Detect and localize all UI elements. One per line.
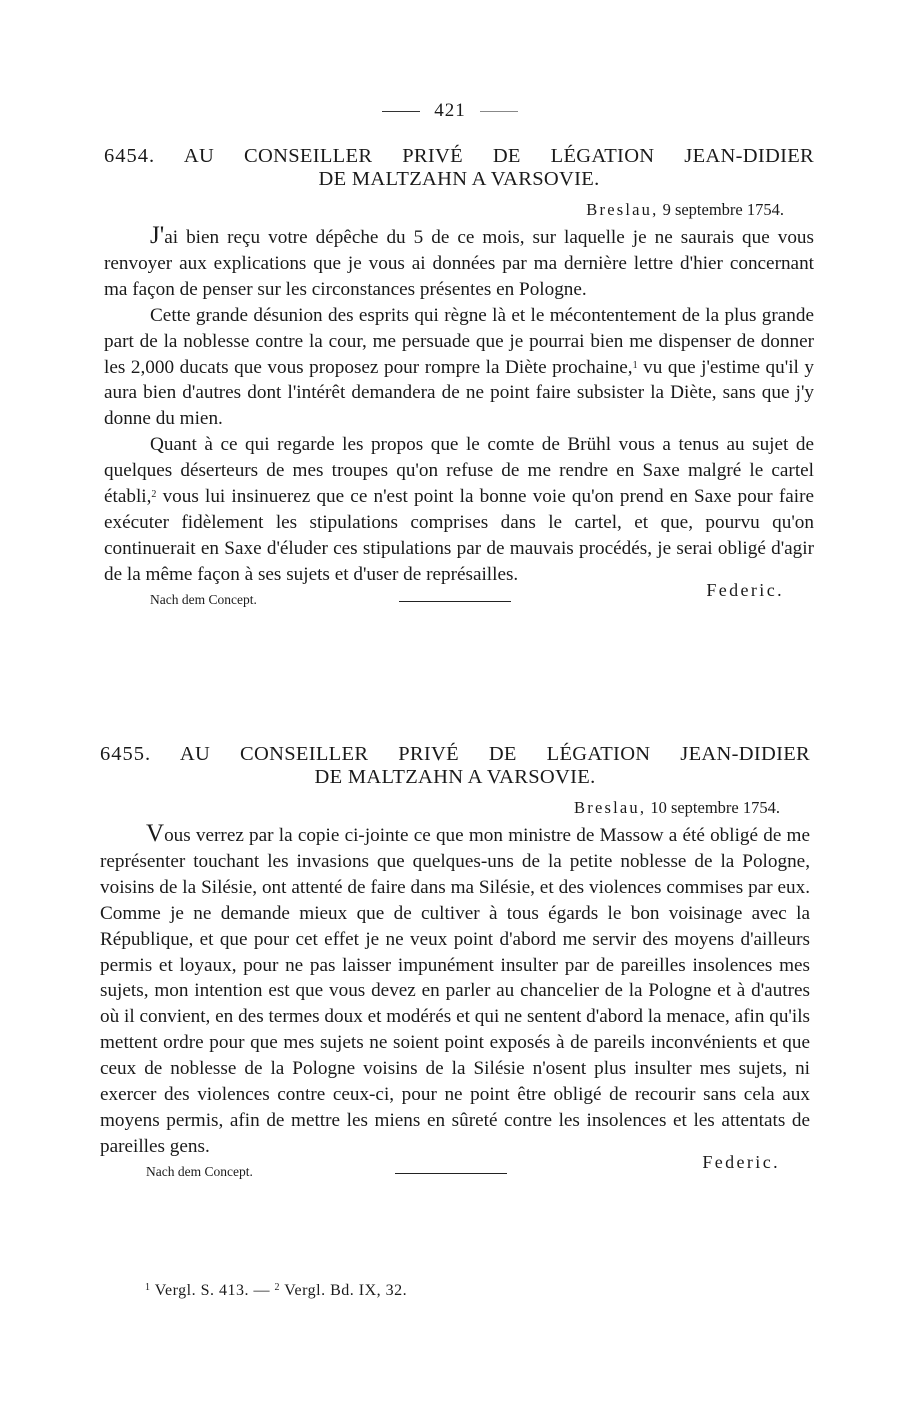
footnote-text: Vergl. S. 413. — <box>154 1282 270 1299</box>
footnote-mark: 1 <box>145 1282 151 1293</box>
source-note: Nach dem Concept. <box>146 1163 253 1179</box>
letter-body <box>100 821 810 1160</box>
letter-heading <box>100 743 810 789</box>
dateline <box>100 798 810 818</box>
dateline-place: Breslau, <box>586 200 659 219</box>
footnote-ref: 2 <box>151 489 157 501</box>
paragraph-text: Quant à ce qui regarde les propos que le comte de Brühl vous a tenus au sujet de quelques déserteurs de mes troupes qu'on refuse de me rendre en Saxe malgré le cartel établi, <box>104 434 814 508</box>
source-note: Nach dem Concept. <box>150 591 257 607</box>
letter-heading <box>104 145 814 191</box>
letter-6455 <box>100 743 810 1192</box>
letter-heading-line1 <box>104 145 814 168</box>
letter-heading-line1 <box>100 743 810 766</box>
paragraph-text: Vous verrez par la copie ci-jointe ce que mon ministre de Massow a été obligé de me représenter touchant les invasions que quelques-uns de la petite noblesse de la Pologne, voisins de la Silésie, ont attenté de faire dans ma Silésie, et des violences commises par eux. Comme je ne demande mieux que de cultiver à tous égards le bon voisinage avec la République, et que pour cet effet je ne veux point d'abord me servir des moyens d'ailleurs permis et loyaux, pour ne pas laisser impunément insulter par de pareilles insolences mes sujets, mon intention est que vous devez en parler au chancelier de la Pologne et à d'autres où il convient, en des termes doux et modérés et qui ne sentent d'abord la menace, afin qu'ils mettent ordre pour que mes sujets ne soient point exposés à de pareils inconvénients et que ceux de noblesse de la Pologne voisins de la Silésie n'osent plus insulter mes sujets, ni exercer des violences contre ceux-ci, pour ne point être obligé de recourir sans cela aux moyens permis, afin de mettre les miens en sûreté contre les insolences et les attentats de pareilles gens. <box>100 820 810 1157</box>
letter-body <box>104 223 814 588</box>
letter-6454 <box>104 145 814 620</box>
page-number-rule-right <box>480 111 518 112</box>
dateline-place: Breslau, <box>574 798 647 817</box>
letter-recipient: AU CONSEILLER PRIVÉ DE LÉGATION JEAN-DIDIER <box>179 743 810 765</box>
signoff <box>104 579 814 620</box>
letter-heading-line2: DE MALTZAHN A VARSOVIE. <box>318 168 600 190</box>
dateline <box>104 200 814 220</box>
signoff <box>100 1151 810 1192</box>
page-number-rule-left <box>382 111 420 112</box>
paragraph-text: vu que j'estime qu'il y aura bien d'autres dont l'intérêt demandera de ne point faire subsister la Diète, sans que j'y donne du mien. <box>104 356 815 430</box>
paragraph-text: J'ai bien reçu votre dépêche du 5 de ce mois, sur laquelle je ne saurais que vous renvoyer aux explications que je vous ai données par ma dernière lettre d'hier concernant ma façon de penser sur les circonstances présentes en Pologne. <box>104 222 814 300</box>
paragraph <box>104 432 814 587</box>
dateline-date: 10 septembre 1754. <box>650 798 780 817</box>
letter-number: 6454. <box>104 145 156 167</box>
signature: Federic. <box>702 1151 780 1172</box>
paragraph <box>100 821 810 1160</box>
signature: Federic. <box>706 579 784 600</box>
page-number-text: 421 <box>434 100 466 121</box>
letter-heading-line2: DE MALTZAHN A VARSOVIE. <box>314 766 596 788</box>
paragraph <box>104 223 814 303</box>
dateline-date: 9 septembre 1754. <box>662 200 784 219</box>
letter-recipient: AU CONSEILLER PRIVÉ DE LÉGATION JEAN-DIDIER <box>183 145 814 167</box>
footnote-text: Vergl. Bd. IX, 32. <box>284 1282 408 1299</box>
paragraph-text: vous lui insinuerez que ce n'est point la bonne voie qu'on prend en Saxe pour faire exécuter fidèlement les stipulations comprises dans le cartel, et que, pourvu qu'on continuerait en Saxe d'éluder ces stipulations par de mauvais procédés, je serai obligé d'agir de la même façon à ses sujets et d'user de représailles. <box>104 486 814 585</box>
section-rule <box>399 601 511 602</box>
paragraph-text: Cette grande désunion des esprits qui règne là et le mécontentement de la plus grande part de la noblesse contre la cour, me persuade que je pourrai bien me dispenser de donner les 2,000 ducats que vous proposez pour rompre la Diète prochaine, <box>104 304 814 378</box>
footnote-ref: 1 <box>632 359 638 371</box>
letter-number: 6455. <box>100 743 152 765</box>
paragraph <box>104 303 814 433</box>
page-number <box>0 100 900 122</box>
footnotes <box>145 1282 407 1300</box>
section-rule <box>395 1173 507 1174</box>
footnote-mark: 2 <box>274 1282 280 1293</box>
